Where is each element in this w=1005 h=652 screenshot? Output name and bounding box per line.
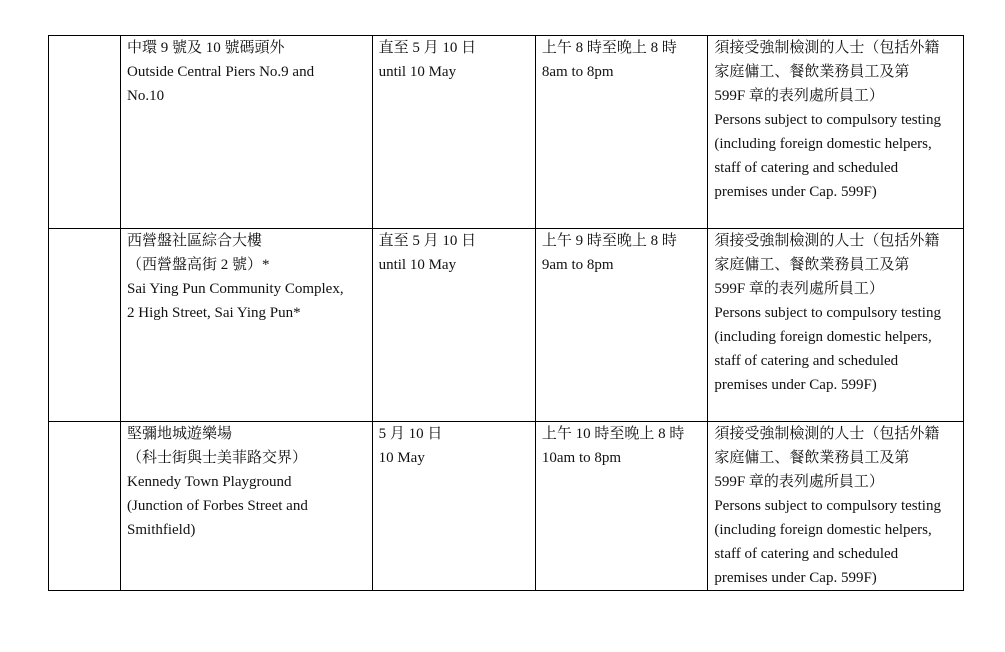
hours-line: 上午 10 時至晚上 8 時 [541, 426, 685, 442]
testing-schedule-table [48, 35, 964, 591]
target-line: 家庭傭工、餐飲業務員工及第 [714, 257, 910, 273]
location-line: 中環 9 號及 10 號碼頭外 [127, 40, 285, 56]
target-line: Persons subject to compulsory testing [714, 305, 941, 321]
location-line: Outside Central Piers No.9 and [127, 64, 315, 80]
location-line: 2 High Street, Sai Ying Pun* [127, 305, 301, 321]
hours-cell [535, 422, 707, 591]
hours-line: 8am to 8pm [541, 64, 614, 80]
location-line: Smithfield) [127, 522, 196, 538]
hours-cell [535, 36, 707, 229]
target-line: premises under Cap. 599F) [714, 377, 877, 393]
target-line: 須接受強制檢測的人士（包括外籍 [714, 426, 940, 442]
target-line: staff of catering and scheduled [714, 160, 899, 176]
hours-cell [535, 229, 707, 422]
location-cell [121, 422, 373, 591]
target-line: 599F 章的表列處所員工） [714, 281, 884, 297]
date-line: until 10 May [378, 257, 457, 273]
target-line: premises under Cap. 599F) [714, 570, 877, 586]
date-line: 10 May [378, 450, 425, 466]
hours-line: 10am to 8pm [541, 450, 622, 466]
target-line: staff of catering and scheduled [714, 546, 899, 562]
location-line: (Junction of Forbes Street and [127, 498, 308, 514]
date-line: 直至 5 月 10 日 [378, 233, 477, 249]
location-line: （西營盤高街 2 號）* [127, 257, 270, 273]
table-row [49, 229, 964, 422]
location-line: 堅彌地城遊樂場 [127, 426, 233, 442]
target-line: 599F 章的表列處所員工） [714, 88, 884, 104]
location-line: 西營盤社區綜合大樓 [127, 233, 263, 249]
target-line: (including foreign domestic helpers, [714, 136, 932, 152]
target-line: staff of catering and scheduled [714, 353, 899, 369]
target-line: Persons subject to compulsory testing [714, 498, 941, 514]
date-line: 5 月 10 日 [378, 426, 443, 442]
target-group-cell [708, 229, 964, 422]
target-line: 家庭傭工、餐飲業務員工及第 [714, 450, 910, 466]
hours-line: 9am to 8pm [541, 257, 614, 273]
date-cell [372, 229, 535, 422]
target-line: Persons subject to compulsory testing [714, 112, 941, 128]
target-group-cell [708, 36, 964, 229]
hours-line: 上午 8 時至晚上 8 時 [541, 40, 677, 56]
target-line: 須接受強制檢測的人士（包括外籍 [714, 40, 940, 56]
table-row [49, 36, 964, 229]
target-group-cell [708, 422, 964, 591]
target-line: 599F 章的表列處所員工） [714, 474, 884, 490]
target-line: 須接受強制檢測的人士（包括外籍 [714, 233, 940, 249]
date-cell [372, 422, 535, 591]
date-line: 直至 5 月 10 日 [378, 40, 477, 56]
table-row [49, 422, 964, 591]
target-line: premises under Cap. 599F) [714, 184, 877, 200]
date-line: until 10 May [378, 64, 457, 80]
target-line: (including foreign domestic helpers, [714, 329, 932, 345]
index-cell [49, 422, 121, 591]
target-line: (including foreign domestic helpers, [714, 522, 932, 538]
target-line: 家庭傭工、餐飲業務員工及第 [714, 64, 910, 80]
date-cell [372, 36, 535, 229]
index-cell [49, 229, 121, 422]
location-cell [121, 36, 373, 229]
index-cell [49, 36, 121, 229]
location-line: Kennedy Town Playground [127, 474, 292, 490]
location-line: No.10 [127, 88, 165, 104]
location-line: （科士街與士美菲路交界） [127, 450, 308, 466]
location-cell [121, 229, 373, 422]
hours-line: 上午 9 時至晚上 8 時 [541, 233, 677, 249]
location-line: Sai Ying Pun Community Complex, [127, 281, 344, 297]
